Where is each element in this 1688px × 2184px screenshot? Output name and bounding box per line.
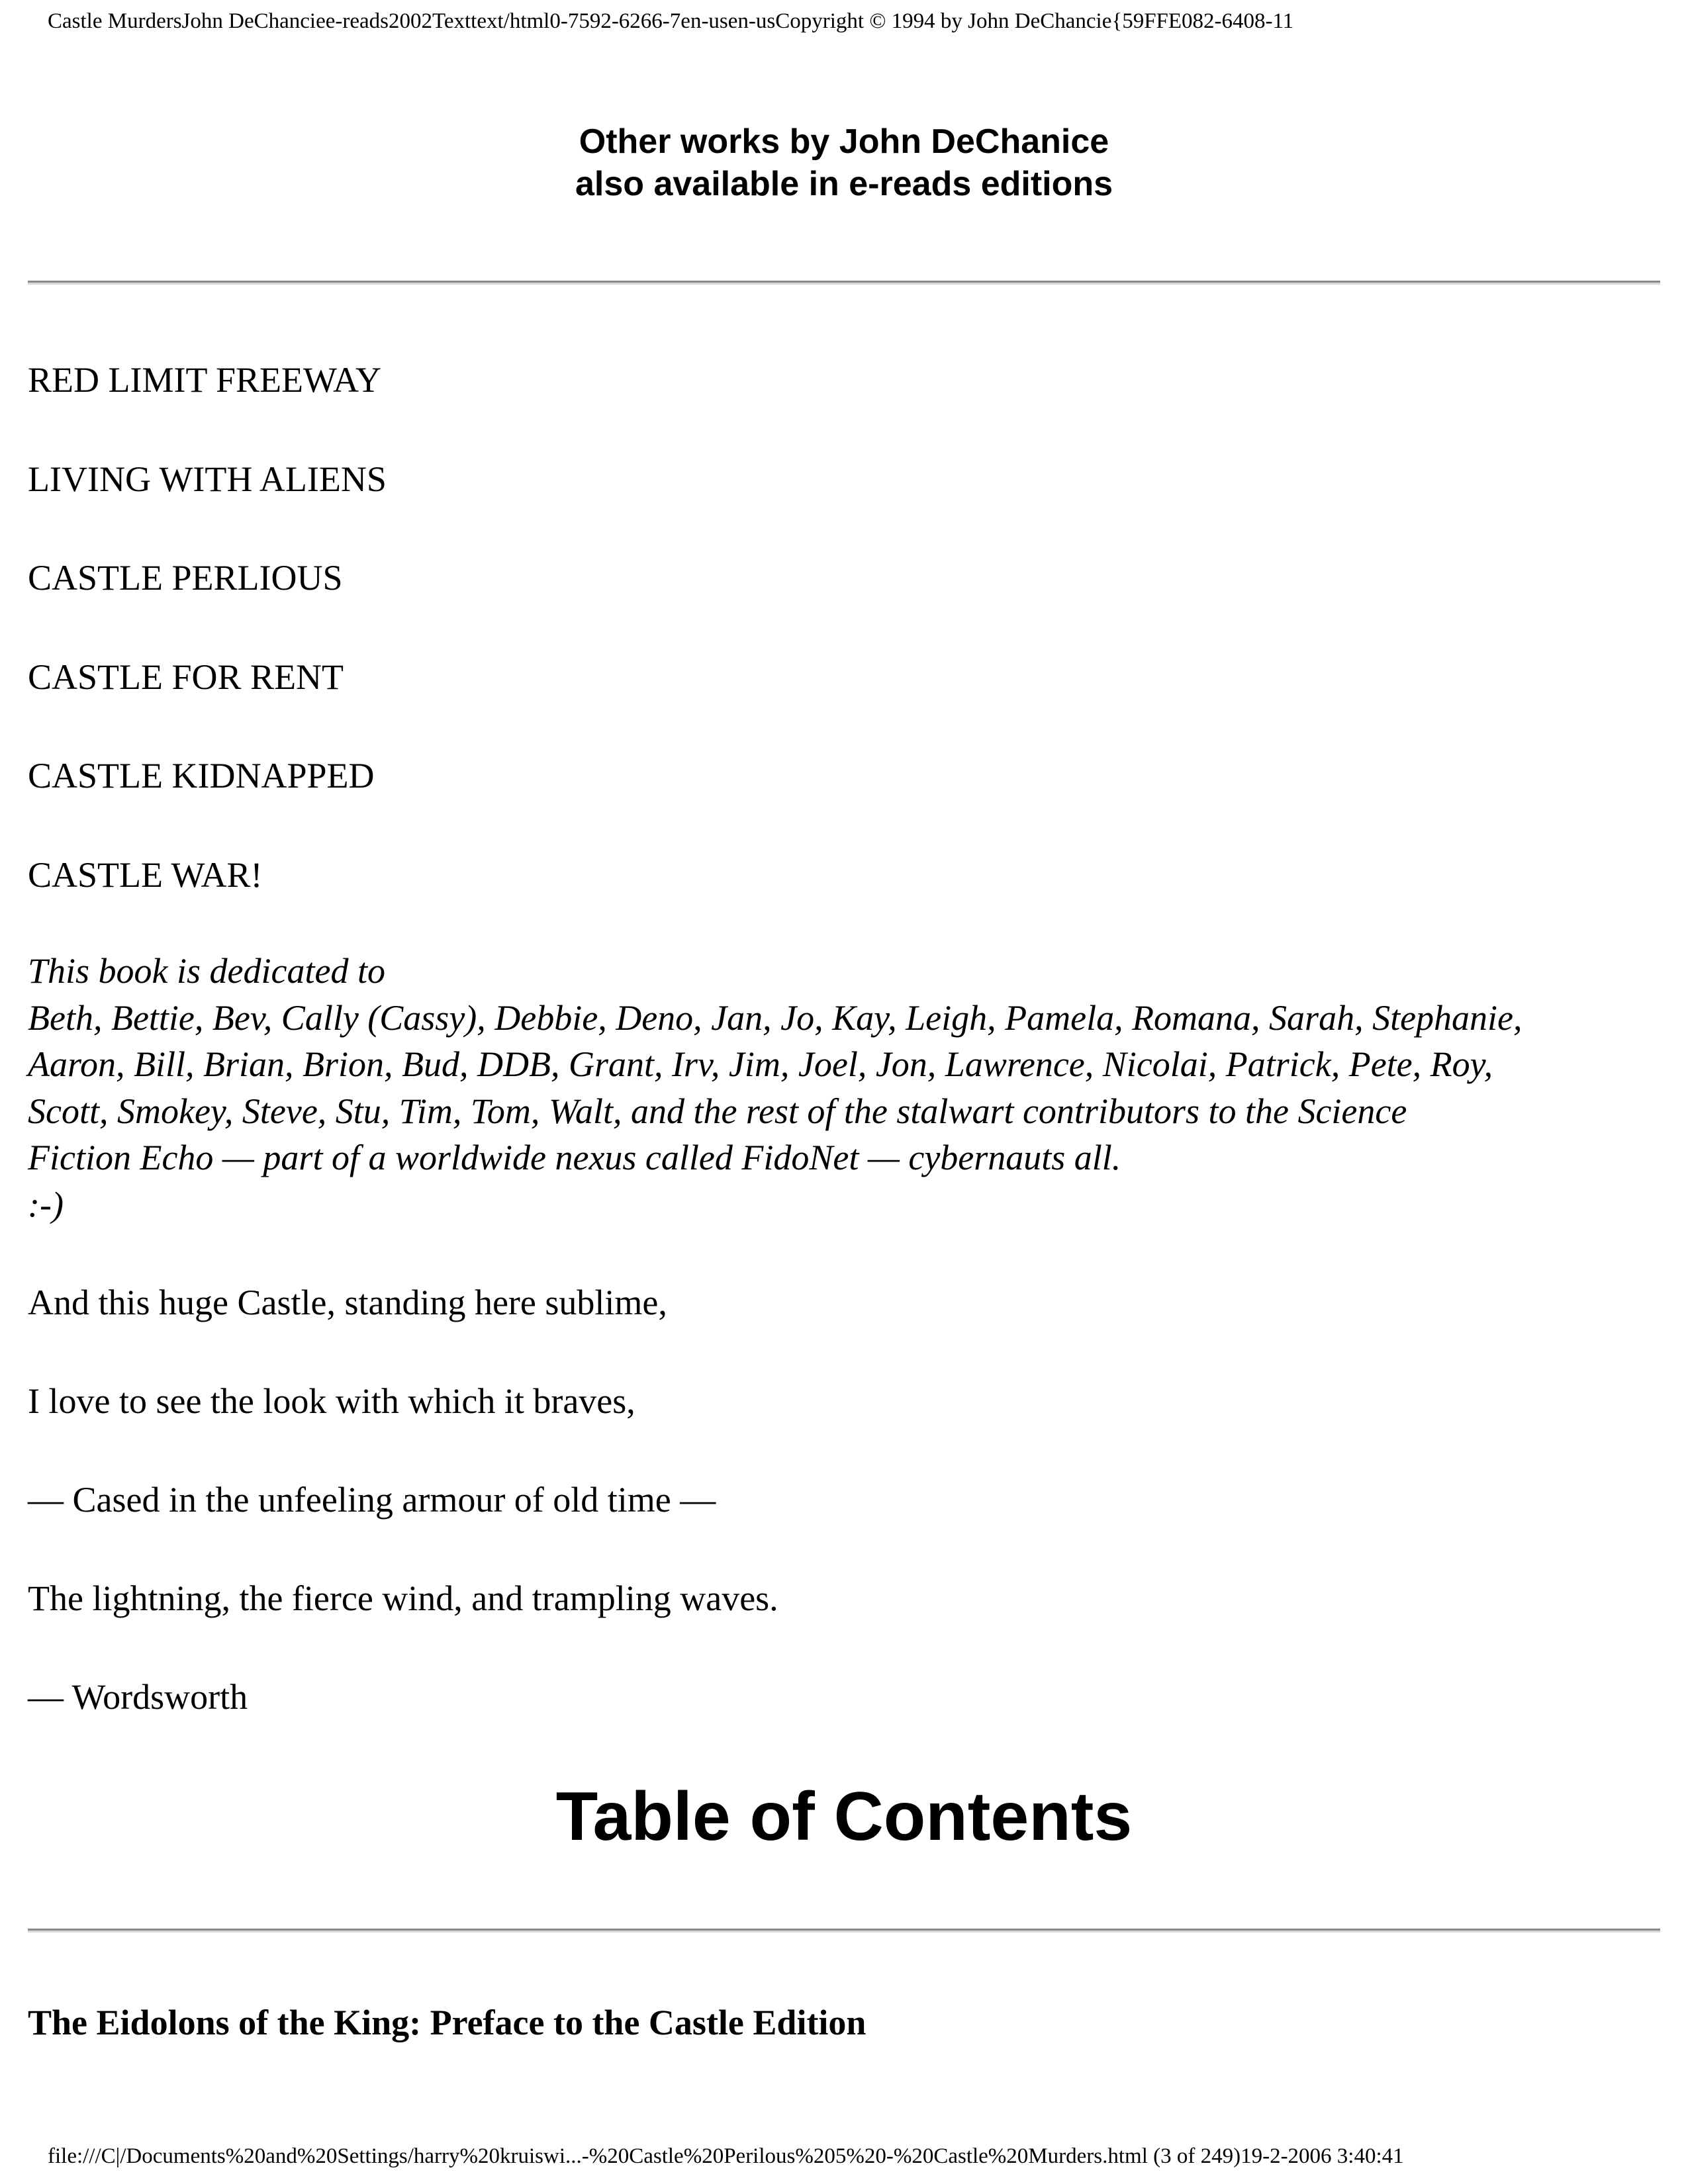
work-title: CASTLE WAR!: [28, 854, 263, 895]
toc-entry-preface[interactable]: The Eidolons of the King: Preface to the Castle Edition: [28, 2003, 867, 2042]
other-works-heading-line1: Other works by John DeChanice: [579, 122, 1109, 161]
page-footer: file:///C|/Documents%20and%20Settings/harry%20kruiswi...-%20Castle%20Perilous%205%20-%20Castle%20Murders.html (3 of 249)19-2-2006 3:40:41: [48, 2144, 1404, 2168]
other-works-heading-line2: also available in e-reads editions: [575, 165, 1113, 203]
other-works-list: [28, 356, 387, 950]
work-title: LIVING WITH ALIENS: [28, 459, 387, 499]
epigraph-line: I love to see the look with which it braves,: [28, 1381, 635, 1421]
toc-title: Table of Contents: [555, 1778, 1133, 1855]
dedication-line: Scott, Smokey, Steve, Stu, Tim, Tom, Walt, and the rest of the stalwart contributors to the Science: [28, 1091, 1407, 1131]
horizontal-rule: [28, 1929, 1660, 1933]
dedication-line: Aaron, Bill, Brian, Brion, Bud, DDB, Grant, Irv, Jim, Joel, Jon, Lawrence, Nicolai, Patrick, Pete, Roy,: [28, 1044, 1493, 1084]
horizontal-rule: [28, 281, 1660, 285]
other-works-heading: [0, 120, 1688, 205]
page-header: Castle MurdersJohn DeChanciee-reads2002Texttext/html0-7592-6266-7en-usen-usCopyright © 1994 by John DeChancie{59FFE082-6408-11: [48, 9, 1294, 33]
dedication: [28, 948, 1663, 1228]
work-title: CASTLE FOR RENT: [28, 657, 344, 697]
epigraph-line: And this huge Castle, standing here sublime,: [28, 1283, 667, 1322]
epigraph-line: — Cased in the unfeeling armour of old time —: [28, 1480, 716, 1520]
work-title: RED LIMIT FREEWAY: [28, 360, 382, 400]
epigraph-attribution: — Wordsworth: [28, 1677, 248, 1717]
dedication-smiley: :-): [28, 1184, 64, 1224]
epigraph: [28, 1279, 778, 1772]
epigraph-line: The lightning, the fierce wind, and trampling waves.: [28, 1578, 778, 1618]
work-title: CASTLE PERLIOUS: [28, 558, 343, 598]
dedication-line: Beth, Bettie, Bev, Cally (Cassy), Debbie, Deno, Jan, Jo, Kay, Leigh, Pamela, Romana, Sarah, Stephanie,: [28, 997, 1523, 1038]
dedication-line: This book is dedicated to: [28, 951, 385, 991]
work-title: CASTLE KIDNAPPED: [28, 756, 375, 796]
dedication-line: Fiction Echo — part of a worldwide nexus called FidoNet — cybernauts all.: [28, 1138, 1121, 1177]
